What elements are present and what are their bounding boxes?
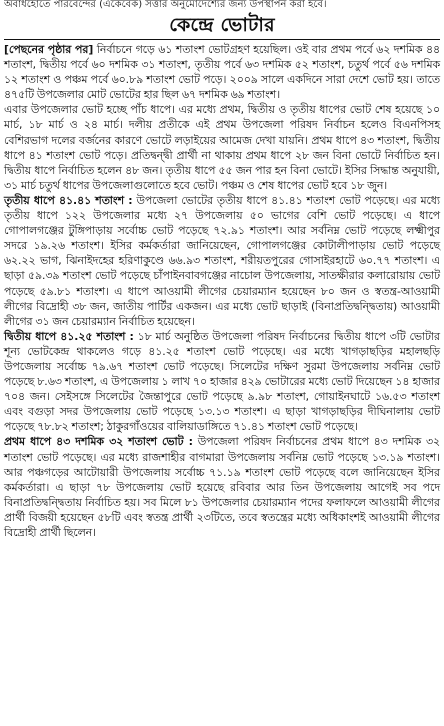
paragraph-phases: এবার উপজেলার ভোট হচ্ছে পাঁচ ধাপে। এর মধ্যে প্রথম, দ্বিতীয় ও তৃতীয় ধাপের ভোট শেষ হয়েছে ১০ মার্চ, ১৮ মার্চ ও ২৪ মার্চ। দলীয় প্রতীকে এই প্রথম উপজেলা পরিষদ নির্বাচন হলেও বিএনপিসহ বেশিরভাগ দলের বর্জনের কারণে ভোটে লড়াইয়ের আমেজ দেখা যায়নি। প্রথম ধাপে ৪৩ শতাংশ, দ্বিতীয় ধাপে ৪১ শতাংশ ভোট পড়ে। প্রতিদ্বন্দ্বী প্রার্থী না থাকায় প্রথম ধাপে ২৮ জন বিনা ভোটে নির্বাচিত হন। দ্বিতীয় ধাপে নির্বাচিত হলেন ৪৮ জন। তৃতীয় ধাপে ৫৫ জন পার হন বিনা ভোটে। ইসির সিদ্ধান্ত অনুযায়ী, ৩১ মার্চ চতুর্থ ধাপের উপজেলাগুলোতে হবে ভোট। পঞ্চম ও শেষ ধাপের ভোট হবে ১৮ জুন। [4,103,440,192]
paragraph-text: উপজেলা ভোটের তৃতীয় ধাপে ৪১.৪১ শতাংশ ভোট পড়েছে। এর মধ্যে তৃতীয় ধাপে ১২২ উপজেলার মধ্যে ২৭ উপজেলায় ৫০ ভাগের বেশি ভোট পড়েছে। এ ধাপে গোপালগঞ্জের টুঙ্গিপাড়ায় সর্বোচ্চ ভোট পড়েছে ৭২.৯১ শতাংশ। আর সর্বনিম্ন ভোট পড়েছে লক্ষ্মীপুর সদরে ১৯.২৬ শতাংশ। ইসির কর্মকর্তারা জানিয়েছেন, গোপালগঞ্জের কোটালীপাড়ায় ভোট পড়েছে ৬২.২২ ভাগ, ঝিনাইদহের হরিণাকুণ্ডে ৬৬.৯৩ শতাংশ, শরীয়তপুরের গোসাইরহাটে ৬০.৭৭ শতাংশ। এ ছাড়া ৫৯.৩৯ শতাংশ ভোট পড়েছে চাঁপাইনবাবগঞ্জের নাচোল উপজেলায়, সাতক্ষীরার কলারোয়ায় ভোট পড়েছে ৫৯.৮১ শতাংশ। এ ধাপে আওয়ামী লীগের চেয়ারম্যান হয়েছেন ৮০ জন ও স্বতন্ত্র-আওয়ামী লীগের বিদ্রোহী ৩৮ জন, জাতীয় পার্টির একজন। এর মধ্যে ভোট ছাড়াই (বিনাপ্রতিদ্বন্দ্বিতায়) আওয়ামী লীগের ৩১ জন চেয়ারম্যান নির্বাচিত হয়েছেন। [4,193,440,328]
previous-article-fragment: অবাধহোতে পারবেন্দের (একেবেক) সত্তার অনুমোদেশ্যের জন্য উপস্থাপন করা হবে। [4,0,327,10]
paragraph-text: ১৮ মার্চ অনুষ্ঠিত উপজেলা পরিষদ নির্বাচনের দ্বিতীয় ধাপে ৩টি ভোটার শূন্য ভোটকেন্দ্র থাকলেও গড়ে ৪১.২৫ শতাংশ ভোট পড়েছে। এর মধ্যে খাগড়াছড়ির মহালছড়ি উপজেলায় সর্বোচ্চ ৭৯.৬৭ শতাংশ ভোট পড়েছে। সিলেটের দক্ষিণ সুরমা উপজেলায় সর্বনিম্ন ভোট পড়েছে ৮.৬৩ শতাংশ, এ উপজেলায় ১ লাখ ৭০ হাজার ৪২৯ ভোটারের মধ্যে ভোট দিয়েছেন ১৪ হাজার ৭০৪ জন। সেইসঙ্গে সিলেটের জৈন্তাপুরে ভোট পড়েছে ৯.৯৮ শতাংশ, গোয়াইনঘাটে ১৬.৫৩ শতাংশ এবং বগুড়া সদর উপজেলায় ভোট পড়েছে ১৩.১৩ শতাংশ। এ ছাড়া খাগড়াছড়ির দীঘিনালায় ভোট পড়েছে ৭৮.৮২ শতাংশ; ঠাকুরগাঁওয়ের বালিয়াডাঙ্গিতে ৭১.৪১ শতাংশ ভোট পড়েছে। [4,329,440,434]
continuation-tag: [পেছনের পৃষ্ঠার পর] [4,43,94,56]
paragraph-text: উপজেলা পরিষদ নির্বাচনের প্রথম ধাপে ৪৩ দশমিক ৩২ শতাংশ ভোট পড়েছে। এর মধ্যে রাজশাহীর বাগমারা উপজেলায় সর্বনিম্ন ভোট পড়েছে ১৩.১৯ শতাংশ। আর পঞ্চগড়ের আটোয়ারী উপজেলায় সর্বোচ্চ ৭১.১৯ শতাংশ ভোট পড়েছে বলে জানিয়েছেন ইসির কর্মকর্তারা। এ ছাড়া ৭৮ উপজেলায় ভোট হয়েছে রবিবার আর তিন উপজেলায় আগেই সব পদে বিনাপ্রতিদ্বন্দ্বিতায় নির্বাচিত হয়। সব মিলে ৮১ উপজেলার চেয়ারম্যান পদের ফলাফলে আওয়ামী লীগের প্রার্থী বিজয়ী হয়েছেন ৫৮টি এবং স্বতন্ত্র প্রার্থী ২৩টিতে, তবে স্বতন্ত্রের মধ্যে অধিকাংশই আওয়ামী লীগের বিদ্রোহী প্রার্থী ছিলেন। [4,435,441,539]
headline: কেন্দ্রে ভোটার [169,14,275,36]
subhead-third-phase: তৃতীয় ধাপে ৪১.৪১ শতাংশ : [4,193,133,207]
subhead-second-phase: দ্বিতীয় ধাপে ৪১.২৫ শতাংশ : [4,329,134,343]
paragraph-second-phase [4,329,440,435]
paragraph-text: নির্বাচনে গড়ে ৬১ শতাংশ ভোটগ্রহণ হয়েছিল। ওই বার প্রথম পর্বে ৬২ দশমিক ৪৪ শতাংশ, দ্বিতীয় পর্বে ৬০ দশমিক ৩১ শতাংশ, তৃতীয় পর্বে ৬৩ দশমিক ৫২ শতাংশ, চতুর্থ পর্বে ৫৬ দশমিক ১২ শতাংশ ও পঞ্চম পর্বে ৬০.৮৯ শতাংশ ভোট পড়ে। ২০০৯ সালে একদিনে সারা দেশে ভোট হয়। তাতে ৪৭৫টি উপজেলার মোট ভোটের হার ছিল ৬৭ দশমিক ৬৯ শতাংশ। [4,43,440,102]
divider [4,39,440,40]
paragraph-first-phase [4,434,440,540]
paragraph-continuation [4,42,440,102]
paragraph-third-phase [4,193,440,329]
subhead-first-phase: প্রথম ধাপে ৪৩ দশমিক ৩২ শতাংশ ভোট : [4,435,193,449]
